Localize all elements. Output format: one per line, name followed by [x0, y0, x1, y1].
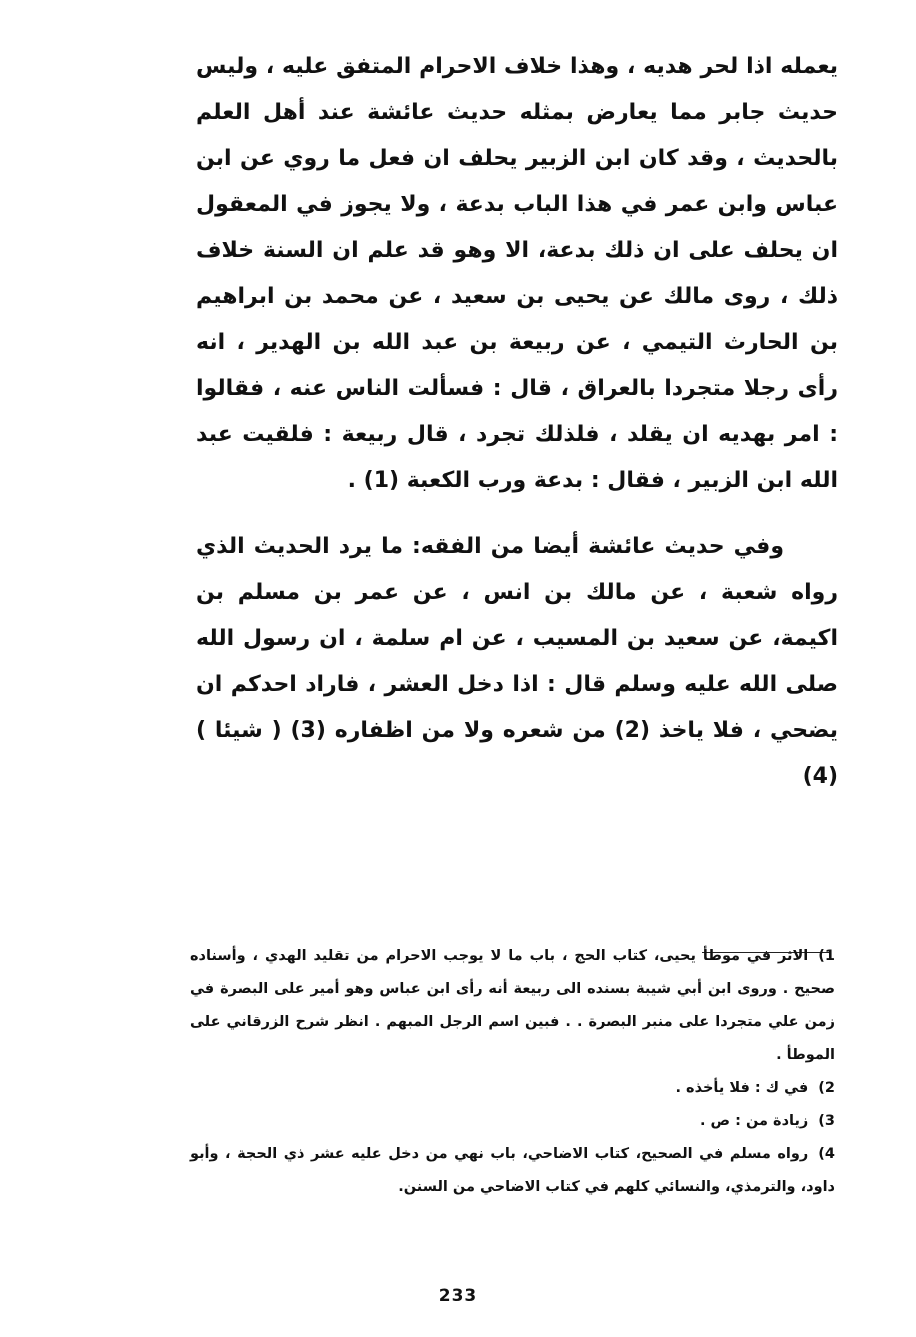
footnote-text: الاثر في موطأ يحيى، كتاب الحج ، باب ما لا يوجب الاحرام من تقليد الهدي ، وأسناده صحيح . وروى ابن أبي شيبة بسنده الى ربيعة أنه رأى ابن عباس وهو أمير على البصرة في زمن علي متجردا على منبر البصرة . . فبين اسم الرجل المبهم . انظر شرح الزرقاني على الموطأ . — [190, 948, 835, 1063]
footnote-number: 1) — [818, 948, 835, 964]
footnote-1 — [190, 940, 835, 1072]
footnote-number: 4) — [818, 1146, 835, 1162]
footnotes-list — [190, 940, 835, 1204]
footnote-number: 3) — [818, 1113, 835, 1129]
body-paragraph-2: وفي حديث عائشة أيضا من الفقه: ما يرد الحديث الذي رواه شعبة ، عن مالك بن انس ، عن عمر بن مسلم بن اكيمة، عن سعيد بن المسيب ، عن ام سلمة ، ان رسول الله صلى الله عليه وسلم قال : اذا دخل العشر ، فاراد احدكم ان يضحي ، فلا ياخذ (2) من شعره ولا من اظفاره (3) ( شيئا ) (4) — [196, 534, 838, 789]
footnote-text: زيادة من : ص . — [699, 1113, 809, 1129]
footnote-number: 2) — [818, 1080, 835, 1096]
page-number: 233 — [438, 1286, 478, 1306]
footnote-text: رواه مسلم في الصحيح، كتاب الاضاحي، باب نهي من دخل عليه عشر ذي الحجة ، وأبو داود، والترمذي، والنسائي كلهم في كتاب الاضاحي من السنن. — [190, 1146, 835, 1195]
body-paragraph-1: يعمله اذا لحر هديه ، وهذا خلاف الاحرام المتفق عليه ، وليس حديث جابر مما يعارض بمثله حديث عائشة عند أهل العلم بالحديث ، وقد كان ابن الزبير يحلف ان فعل ما روي عن ابن عباس وابن عمر في هذا الباب بدعة ، ولا يجوز في المعقول ان يحلف على ان ذلك بدعة، الا وهو قد علم ان السنة خلاف ذلك ، روى مالك عن يحيى بن سعيد ، عن محمد بن ابراهيم بن الحارث التيمي ، عن ربيعة بن عبد الله بن الهدير ، انه رأى رجلا متجردا بالعراق ، قال : فسألت الناس عنه ، فقالوا : امر بهديه ان يقلد ، فلذلك تجرد ، قال ربيعة : فلقيت عبد الله ابن الزبير ، فقال : بدعة ورب الكعبة (1) . — [196, 54, 838, 493]
footnote-2 — [190, 1072, 835, 1105]
footnote-3 — [190, 1105, 835, 1138]
footnote-text: في ك : فلا يأخذه . — [675, 1080, 809, 1096]
footnote-4 — [190, 1138, 835, 1204]
